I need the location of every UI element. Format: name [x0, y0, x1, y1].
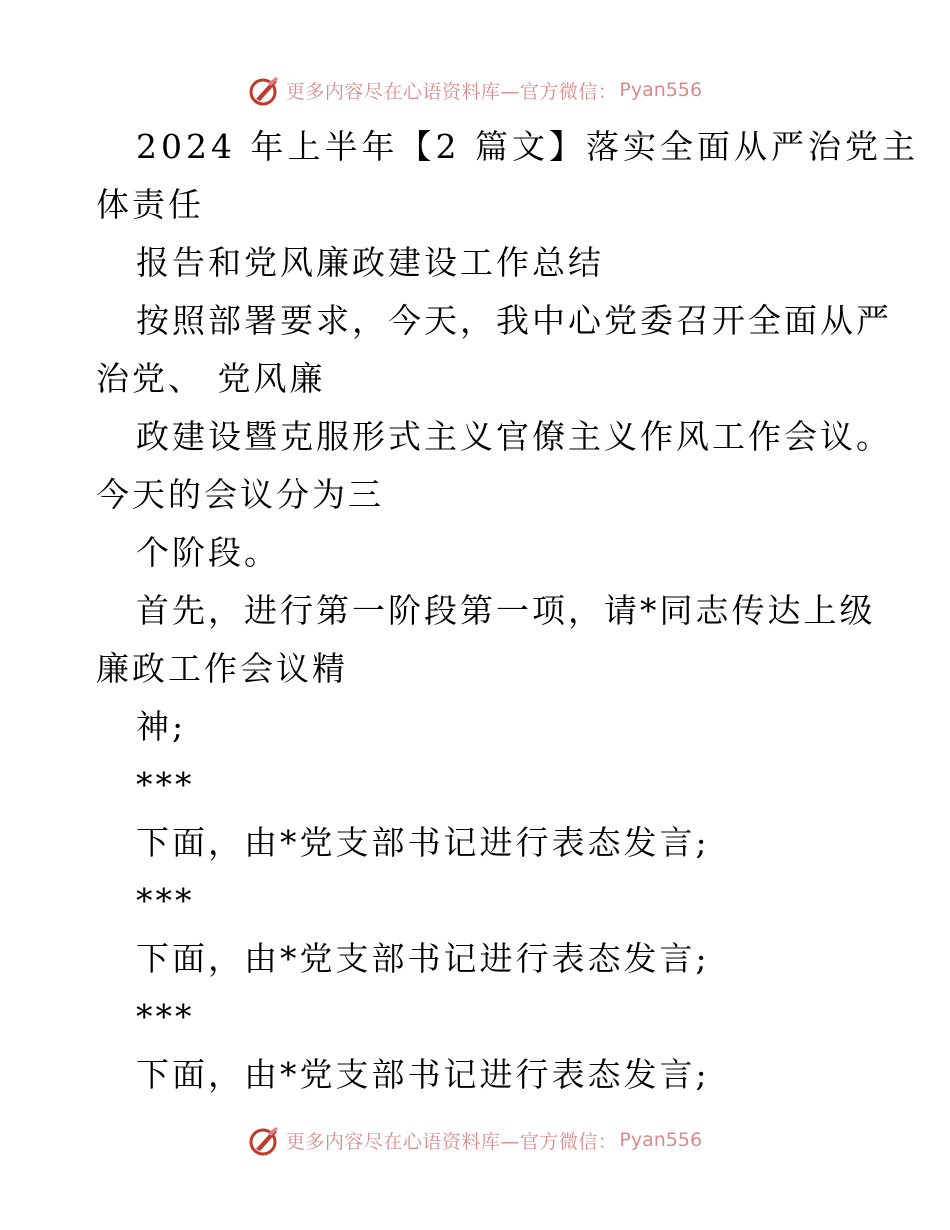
paragraph-line: *** — [136, 765, 195, 804]
watermark-wechat-id: Pyan556 — [619, 1129, 703, 1151]
feather-pen-icon — [248, 73, 282, 107]
document-body — [96, 118, 919, 1104]
paragraph-line: 政建设暨克服形式主义官僚主义作风工作会议。 — [136, 417, 892, 456]
feather-pen-icon — [248, 1123, 282, 1157]
paragraph-line: 体责任 — [96, 185, 204, 224]
paragraph-line: 下面，由*党支部书记进行表态发言; — [136, 939, 710, 978]
paragraph-line: 按照部署要求，今天，我中心党委召开全面从严 — [136, 301, 892, 340]
paragraph-line: 神; — [136, 707, 187, 746]
watermark-text: 更多内容尽在心语资料库—官方微信： — [285, 80, 618, 103]
paragraph-line: 报告和党风廉政建设工作总结 — [136, 243, 604, 282]
paragraph-line: 首先，进行第一阶段第一项，请*同志传达上级 — [136, 591, 876, 630]
paragraph-line: 今天的会议分为三 — [96, 475, 384, 514]
paragraph-line: 治党、 党风廉 — [96, 359, 326, 398]
header-watermark — [0, 72, 950, 108]
paragraph-line: 个阶段。 — [136, 533, 280, 572]
paragraph-line: 下面，由*党支部书记进行表态发言; — [136, 823, 710, 862]
paragraph-line: *** — [136, 997, 195, 1036]
paragraph-line: *** — [136, 881, 195, 920]
footer-watermark — [0, 1122, 950, 1158]
document-title-line: 2024 年上半年【2 篇文】落实全面从严治党主 — [136, 127, 919, 166]
paragraph-line: 廉政工作会议精 — [96, 649, 348, 688]
watermark-text: 更多内容尽在心语资料库—官方微信： — [285, 1130, 618, 1153]
paragraph-line: 下面，由*党支部书记进行表态发言; — [136, 1055, 710, 1094]
watermark-wechat-id: Pyan556 — [619, 79, 703, 101]
